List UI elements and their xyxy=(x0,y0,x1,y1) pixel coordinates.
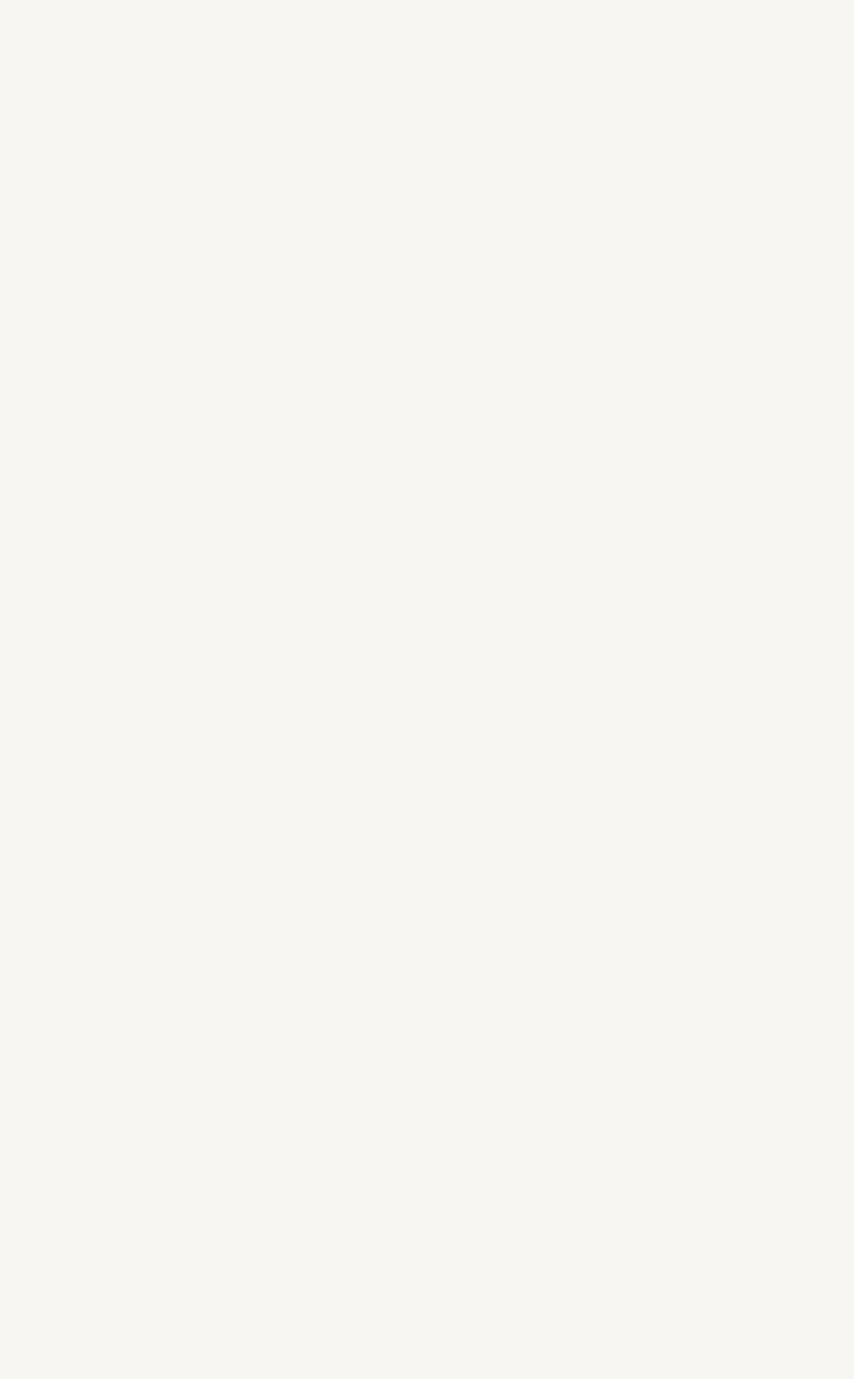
page-header xyxy=(112,68,792,98)
